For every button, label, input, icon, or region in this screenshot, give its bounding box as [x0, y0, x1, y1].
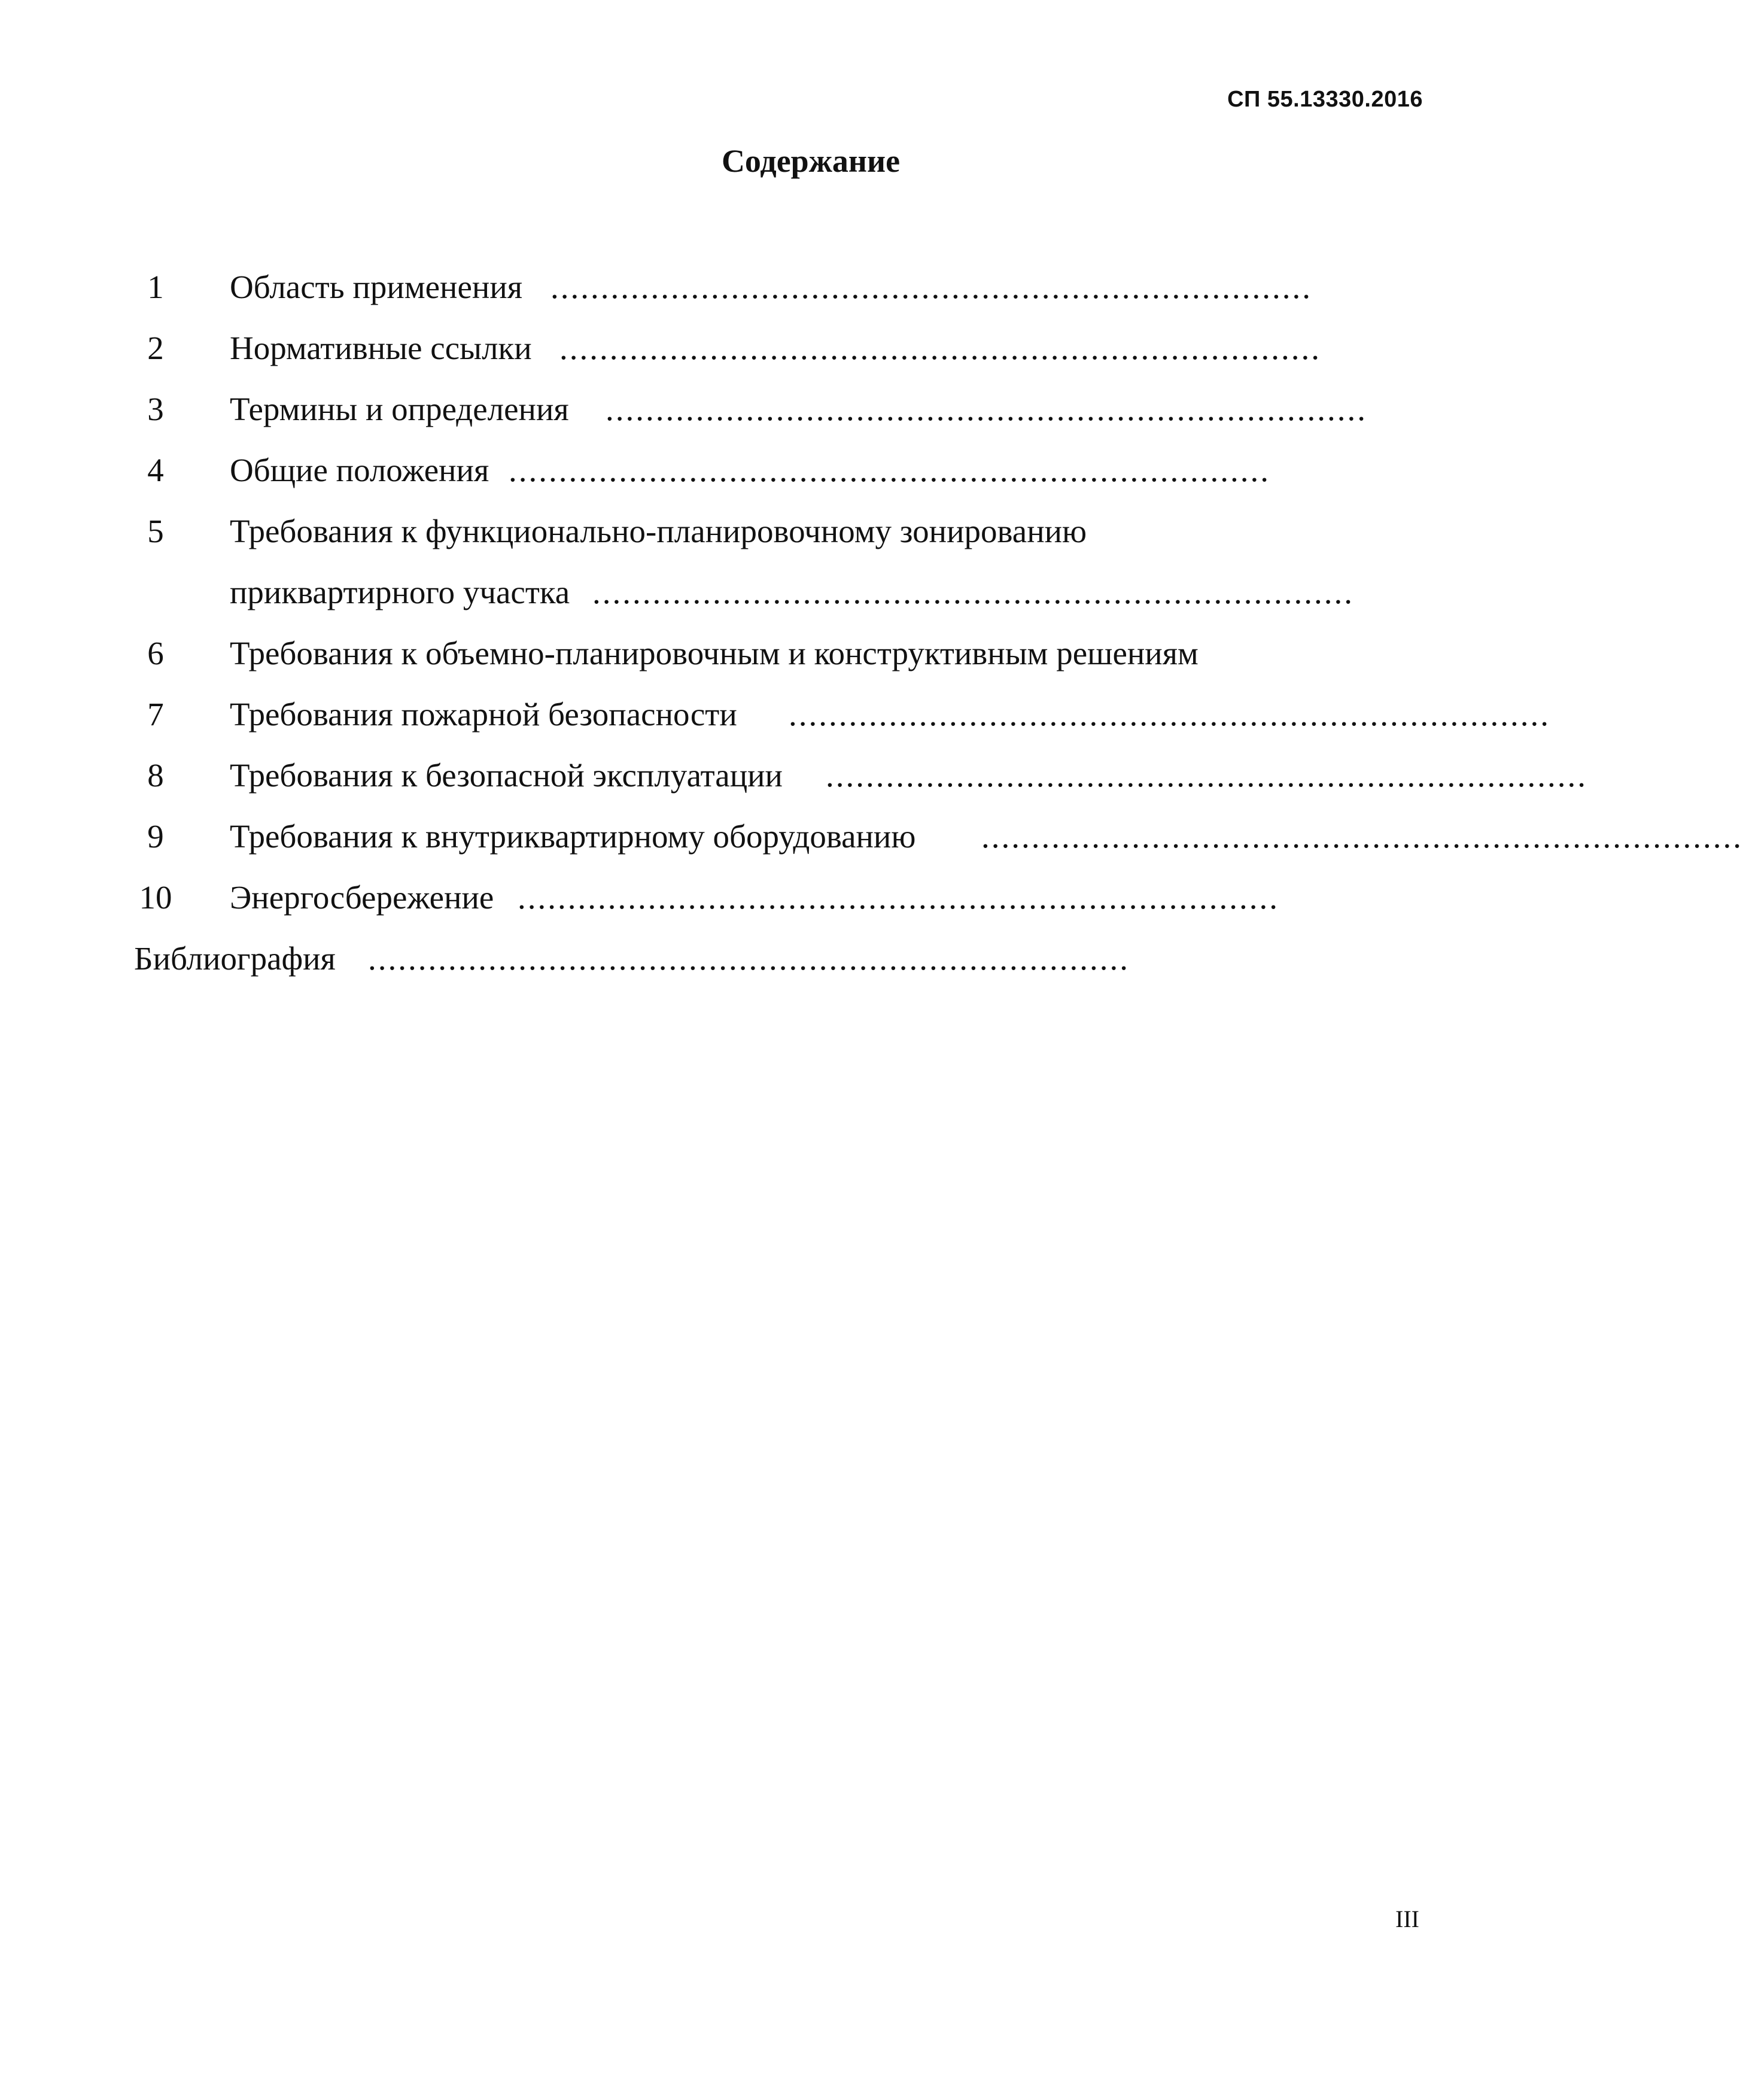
toc-title: Содержание [721, 143, 901, 179]
toc-entry[interactable] [0, 507, 1484, 555]
toc-leader-dots: ............................................................................ [368, 940, 1130, 977]
toc-entry-number: 1 [147, 269, 164, 305]
toc-entry-title: Требования к функционально-планировочному зонированию [230, 513, 1087, 549]
document-code: СП 55.13330.2016 [1227, 87, 1423, 112]
toc-entry[interactable] [0, 752, 1587, 800]
toc-entry-title: Библиография [134, 940, 336, 977]
toc-entry[interactable] [0, 874, 1484, 922]
toc-leader-dots: ............................................................................ [826, 757, 1587, 794]
toc-entry-number: 8 [147, 757, 164, 794]
toc-leader-dots: ............................................................................ [592, 574, 1354, 610]
toc-entry-title: Общие положения [230, 452, 489, 488]
toc-entry-number: 10 [139, 879, 172, 916]
toc-entry[interactable] [0, 263, 1484, 311]
toc-entry-title: Требования к внутриквартирному оборудованию [230, 818, 916, 855]
toc-entry-number: 3 [147, 391, 164, 427]
toc-entry[interactable] [0, 813, 1743, 861]
toc-entry-title: Требования к объемно-планировочным и конструктивным решениям [230, 635, 1198, 671]
toc-entry-title: Энергосбережение [230, 879, 494, 916]
toc-entry-number: 6 [147, 635, 164, 671]
toc-entry-title: Область применения [230, 269, 523, 305]
toc-entry-title: Требования к безопасной эксплуатации [230, 757, 783, 794]
toc-entry[interactable] [0, 630, 1484, 677]
toc-entry-continuation[interactable] [0, 569, 1484, 616]
toc-entry-title: Требования пожарной безопасности [230, 696, 737, 733]
toc-entry[interactable] [0, 385, 1484, 433]
toc-entry[interactable] [0, 691, 1550, 739]
toc-leader-dots: ............................................................................ [518, 879, 1279, 916]
toc-leader-dots: ............................................................................ [550, 269, 1312, 305]
toc-entry-title: Нормативные ссылки [230, 330, 532, 366]
toc-entry-title: Термины и определения [230, 391, 569, 427]
toc-leader-dots: ............................................................................ [789, 696, 1550, 733]
toc-entry[interactable] [0, 446, 1484, 494]
toc-entry-number: 2 [147, 330, 164, 366]
toc-leader-dots: ............................................................................ [559, 330, 1321, 366]
toc-entry-number: 4 [147, 452, 164, 488]
toc-entry-number: 9 [147, 818, 164, 855]
toc-leader-dots: ............................................................................ [509, 452, 1270, 488]
toc-entry-title: приквартирного участка [230, 574, 570, 610]
toc-entry-bibliography[interactable] [0, 935, 1484, 983]
toc-leader-dots: ............................................................................ [981, 818, 1743, 855]
toc-leader-dots: ............................................................................ [606, 391, 1367, 427]
toc-entry-number: 5 [147, 513, 164, 549]
toc-entry-number: 7 [147, 696, 164, 733]
page-number: III [1395, 1906, 1419, 1932]
toc-entry[interactable] [0, 324, 1484, 372]
